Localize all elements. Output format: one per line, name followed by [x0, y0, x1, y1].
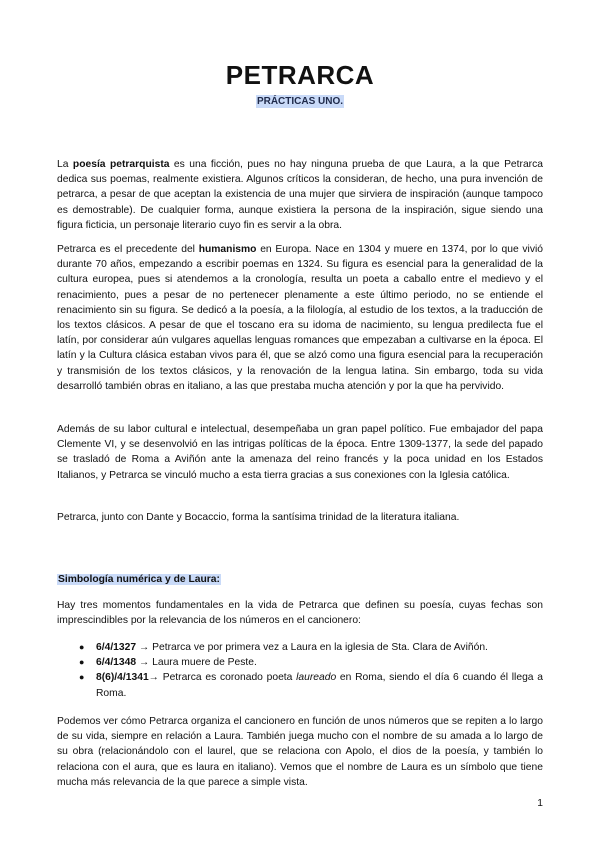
dates-list — [57, 640, 543, 701]
paragraph-labor-politica: Además de su labor cultural e intelectual, desempeñaba un gran papel político. Fue embajador del papa Clemente VI, y se desenvolvió en las intrigas políticas de la época. Entre 1309-1377, la sede del papado se trasladó de Roma a Aviñón ante la amenaza del reino francés y la poca unidad en los Estados Italianos, y Petrarca se vinculó mucho a esta tierra gracias a sus conexiones con la Iglesia católica. — [57, 424, 543, 481]
list-item — [57, 655, 543, 670]
paragraph-numeros-laura: Podemos ver cómo Petrarca organiza el cancionero en función de unos números que se repiten a lo largo de su vida, siempre en relación a Laura. También juega mucho con el nombre de su amada a lo largo de su obra (relacionándolo con el laurel, que se relaciona con Apolo, el dios de la poesía, y también lo relaciona con el aura, que es laura en italiano). Vemos que el nombre de Laura es un símbolo que tiene mucha más relevancia de la que parece a simple vista. — [57, 716, 543, 788]
list-item-date: 8(6)/4/1341 — [96, 672, 149, 684]
paragraph-text: Petrarca es el precedente del — [57, 244, 199, 255]
bullet-icon: ● — [79, 672, 85, 683]
paragraph-text: en Europa. Nace en 1304 y muere en 1374, por lo que vivió durante 70 años, empezando a escribir poemas en 1324. Su figura es esencial para la generalidad de la cultura europea, pues si atendemos a la cronología, resulta un poeta a caballo entre el medievo y el renacimiento, pues a pesar de no pertenecer plenamente a este último periodo, no se entiende el renacimiento sin su figura. Se dedicó a la poesía, a la filología, al estudio de los textos, a la traducción de los textos clásicos. A pesar de que el toscano era su idoma de nacimiento, su lengua predilecta fue el latín, por considerar aún vulgares aquellas lenguas romances que empezaban a cultivarse en la época. El latín y la Cultura clásica estaban vivos para él, que se alzó como una figura esencial para la recuperación y transmisión de los textos clásicos, y la renovación de la lengua latina. Sin embargo, toda su vida desarrolló también obras en italiano, a las que prestaba mucha atención y por la que ha pervivido. — [57, 244, 544, 392]
list-item-date: 6/4/1348 — [96, 657, 137, 669]
bullet-icon: ● — [79, 642, 85, 652]
subtitle-container — [0, 91, 600, 109]
list-item-italic: laureado — [296, 672, 337, 684]
paragraph-humanismo — [57, 242, 543, 394]
paragraph-tres-momentos: Hay tres momentos fundamentales en la vida de Petrarca que definen su poesía, cuyas fechas son imprescindibles por la relevancia de los números en el cancionero: — [57, 600, 543, 627]
list-item — [57, 640, 543, 655]
paragraph-poesia-petrarquista — [57, 157, 543, 233]
paragraph-text: La — [57, 159, 73, 170]
list-item-text: → Petrarca ve por primera vez a Laura en la iglesia de Sta. Clara de Aviñón. — [136, 642, 488, 653]
bold-term: poesía petrarquista — [72, 159, 170, 170]
section-heading-container — [57, 569, 221, 587]
document-subtitle: PRÁCTICAS UNO. — [256, 96, 344, 107]
list-item-text: → Petrarca es coronado poeta — [148, 672, 297, 684]
list-item-text: en Roma, siendo el día 6 cuando él llega a Roma. — [96, 672, 543, 699]
paragraph-trinidad: Petrarca, junto con Dante y Bocaccio, forma la santísima trinidad de la literatura italiana. — [57, 512, 460, 523]
bold-term: humanismo — [198, 244, 257, 255]
paragraph-text: es una ficción, pues no hay ninguna prueba de que Laura, a la que Petrarca dedica sus poemas, realmente existiera. Algunos críticos la consideran, de hecho, una pura invención de petrarca, a pesar de que aceptan la existencia de una mujer que sirviera de inspiración (aunque tampoco es demostrable). De cualquier forma, aunque existiera la persona de la inspiración, sigue siendo una figura ficticia, un personaje literario cuyo fin es servir a la obra. — [57, 159, 543, 231]
section-heading: Simbología numérica y de Laura: — [58, 574, 220, 585]
bullet-icon: ● — [79, 657, 85, 668]
list-item-text: → Laura muere de Peste. — [136, 657, 257, 669]
list-item-date: 6/4/1327 — [96, 642, 137, 653]
document-title: PETRARCA — [225, 60, 375, 90]
list-item — [57, 670, 543, 700]
page-number: 1 — [537, 798, 543, 809]
